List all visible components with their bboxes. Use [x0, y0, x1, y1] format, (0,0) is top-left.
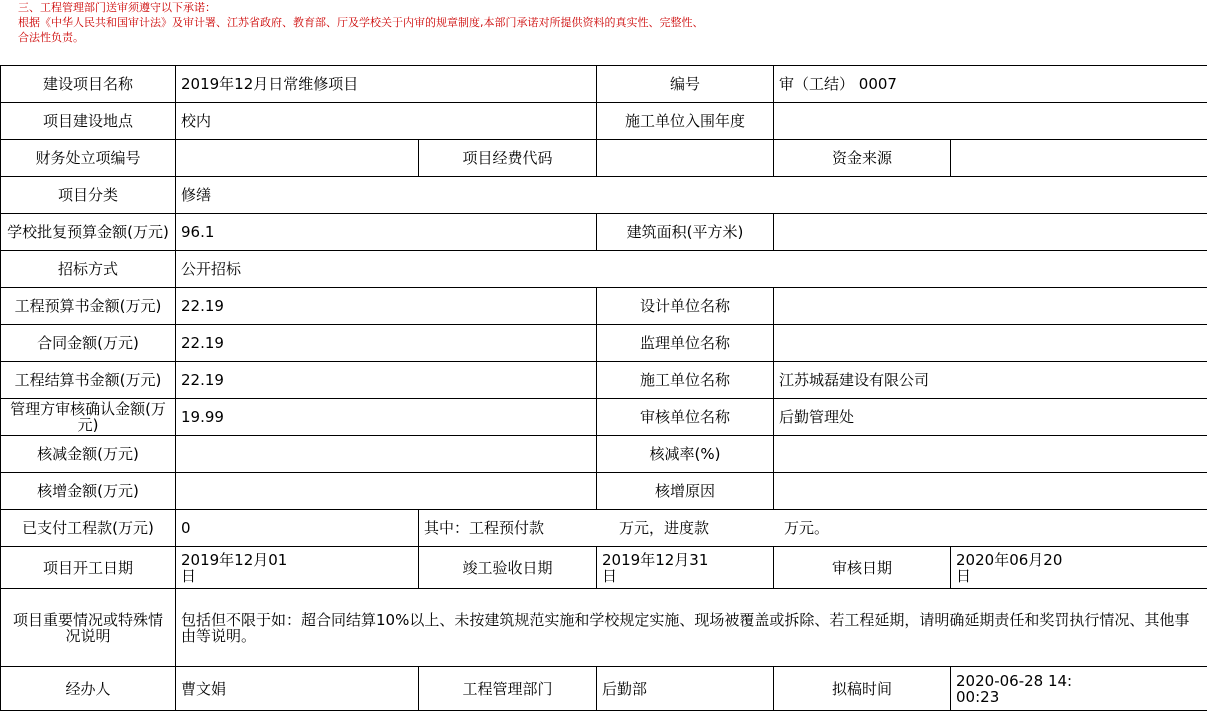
handler-label: 经办人 — [1, 667, 176, 711]
form-row — [1, 473, 1207, 510]
notice-heading: 三、工程管理部门送审须遵守以下承诺： — [18, 1, 216, 14]
supervision-unit-label: 监理单位名称 — [597, 325, 774, 362]
project-name-label: 建设项目名称 — [1, 66, 176, 103]
funding-code-label: 项目经费代码 — [419, 140, 597, 177]
funding-code-value — [597, 140, 774, 177]
confirmed-amount-value: 19.99 — [176, 399, 597, 436]
location-label: 项目建设地点 — [1, 103, 176, 140]
draft-time-label: 拟稿时间 — [774, 667, 951, 711]
form-row — [1, 589, 1207, 667]
acceptance-date-label: 竣工验收日期 — [419, 547, 597, 589]
project-name-value: 2019年12月日常维修项目 — [176, 66, 597, 103]
bid-method-label: 招标方式 — [1, 251, 176, 288]
estimate-label: 工程预算书金额(万元) — [1, 288, 176, 325]
commitment-notice — [18, 0, 1198, 45]
acceptance-date-value: 2019年12月31日 — [597, 547, 774, 589]
form-row — [1, 288, 1207, 325]
confirmed-amount-label: 管理方审核确认金额(万元) — [1, 399, 176, 436]
budget-label: 学校批复预算金额(万元) — [1, 214, 176, 251]
location-value: 校内 — [176, 103, 597, 140]
payment-detail: 其中：工程预付款 万元，进度款 万元。 — [419, 510, 1207, 547]
reduction-rate-label: 核减率(%) — [597, 436, 774, 473]
finance-code-label: 财务处立项编号 — [1, 140, 176, 177]
draft-time-value: 2020-06-28 14:00:23 — [951, 667, 1207, 711]
remarks-value: 包括但不限于如：超合同结算10%以上、未按建筑规范实施和学校规定实施、现场被覆盖或拆除、若工程延期，请明确延期责任和奖罚执行情况、其他事由等说明。 — [176, 589, 1207, 667]
finance-code-value — [176, 140, 419, 177]
contract-label: 合同金额(万元) — [1, 325, 176, 362]
form-row — [1, 510, 1207, 547]
project-audit-form — [0, 65, 1207, 711]
form-row — [1, 177, 1207, 214]
remarks-label: 项目重要情况或特殊情况说明 — [1, 589, 176, 667]
area-value — [774, 214, 1207, 251]
settlement-value: 22.19 — [176, 362, 597, 399]
form-row — [1, 547, 1207, 589]
category-value: 修缮 — [176, 177, 1207, 214]
increase-reason-label: 核增原因 — [597, 473, 774, 510]
audit-unit-value: 后勤管理处 — [774, 399, 1207, 436]
form-row — [1, 140, 1207, 177]
estimate-value: 22.19 — [176, 288, 597, 325]
bid-method-value: 公开招标 — [176, 251, 1207, 288]
handler-value: 曹文娟 — [176, 667, 419, 711]
audit-unit-label: 审核单位名称 — [597, 399, 774, 436]
supervision-unit-value — [774, 325, 1207, 362]
construction-unit-value: 江苏城磊建设有限公司 — [774, 362, 1207, 399]
notice-body: 根据《中华人民共和国审计法》及审计署、江苏省政府、教育部、厅及学校关于内审的规章制度,本部门承诺对所提供资料的真实性、完整性、 — [18, 16, 704, 29]
start-date-value: 2019年12月01日 — [176, 547, 419, 589]
form-row — [1, 667, 1207, 711]
budget-value: 96.1 — [176, 214, 597, 251]
category-label: 项目分类 — [1, 177, 176, 214]
dept-value: 后勤部 — [597, 667, 774, 711]
fund-source-value — [951, 140, 1207, 177]
form-row — [1, 399, 1207, 436]
form-row — [1, 66, 1207, 103]
area-label: 建筑面积(平方米) — [597, 214, 774, 251]
reduction-label: 核减金额(万元) — [1, 436, 176, 473]
increase-label: 核增金额(万元) — [1, 473, 176, 510]
form-row — [1, 214, 1207, 251]
design-unit-label: 设计单位名称 — [597, 288, 774, 325]
form-row — [1, 325, 1207, 362]
settlement-label: 工程结算书金额(万元) — [1, 362, 176, 399]
number-label: 编号 — [597, 66, 774, 103]
start-date-label: 项目开工日期 — [1, 547, 176, 589]
contractor-year-value — [774, 103, 1207, 140]
design-unit-value — [774, 288, 1207, 325]
construction-unit-label: 施工单位名称 — [597, 362, 774, 399]
paid-value: 0 — [176, 510, 419, 547]
reduction-value — [176, 436, 597, 473]
paid-label: 已支付工程款(万元) — [1, 510, 176, 547]
audit-date-value: 2020年06月20日 — [951, 547, 1207, 589]
form-row — [1, 436, 1207, 473]
contract-value: 22.19 — [176, 325, 597, 362]
increase-value — [176, 473, 597, 510]
notice-body-cont: 合法性负责。 — [18, 31, 84, 44]
increase-reason-value — [774, 473, 1207, 510]
dept-label: 工程管理部门 — [419, 667, 597, 711]
reduction-rate-value — [774, 436, 1207, 473]
number-value: 审（工结） 0007 — [774, 66, 1207, 103]
fund-source-label: 资金来源 — [774, 140, 951, 177]
contractor-year-label: 施工单位入围年度 — [597, 103, 774, 140]
audit-date-label: 审核日期 — [774, 547, 951, 589]
form-row — [1, 362, 1207, 399]
form-row — [1, 251, 1207, 288]
form-row — [1, 103, 1207, 140]
